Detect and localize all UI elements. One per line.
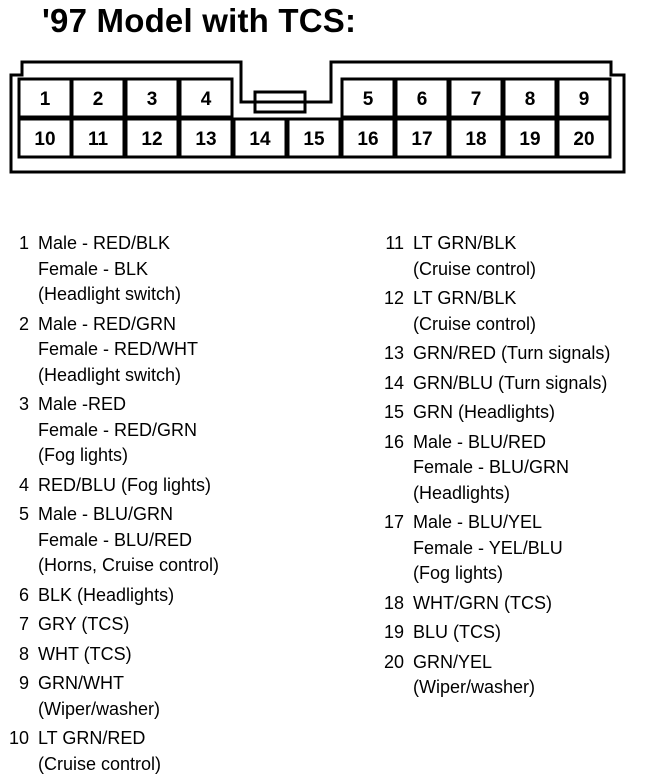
pin-11-label: 11: [87, 129, 109, 150]
legend-wire-text: (Headlight switch): [38, 364, 182, 385]
legend-wire-text: (Fog lights): [413, 563, 504, 583]
legend-pin-number: 14: [383, 372, 404, 393]
legend-wire-text: (Cruise control): [413, 313, 537, 334]
legend-wire-text: WHT (TCS): [38, 643, 132, 664]
legend-wire-text: GRN/BLU (Turn signals): [413, 372, 608, 393]
legend-wire-text: (Fog lights): [38, 445, 129, 465]
pin-9-label: 9: [578, 89, 590, 110]
legend-entry-15: [366, 400, 610, 426]
legend-wire-text: (Headlight switch): [38, 284, 182, 304]
legend-wire-text: GRN/WHT: [38, 673, 124, 693]
legend-entry-8: [0, 642, 219, 668]
legend-entry-3: [0, 392, 219, 469]
legend-pin-number: 1: [18, 233, 29, 253]
legend-entry-14: [366, 371, 610, 397]
legend-pin-number: 7: [18, 614, 29, 634]
legend-pin-number: 2: [18, 313, 29, 334]
legend-wire-text: Female - BLU/RED: [38, 529, 193, 550]
legend-wire-text: WHT/GRN (TCS): [413, 592, 552, 613]
legend-wire-text: (Cruise control): [413, 258, 537, 279]
legend-wire-text: BLK (Headlights): [38, 584, 175, 605]
legend-pin-number: 5: [18, 504, 29, 524]
pin-17-label: 17: [411, 129, 433, 150]
legend-wire-text: (Headlights): [413, 482, 511, 503]
legend-entry-16: [366, 430, 610, 507]
pin-5-label: 5: [362, 89, 374, 110]
legend-wire-text: RED/BLU (Fog lights): [38, 474, 212, 495]
legend-entry-2: [0, 312, 219, 389]
legend-entry-9: [0, 671, 219, 722]
legend-entry-10: [0, 726, 219, 777]
legend-wire-text: GRY (TCS): [38, 614, 130, 634]
legend-entry-20: [366, 650, 610, 701]
legend-pin-number: 20: [383, 651, 404, 672]
pin-6-label: 6: [416, 89, 428, 110]
legend-entry-6: [0, 583, 219, 609]
legend-wire-text: Female - RED/WHT: [38, 339, 199, 359]
legend-wire-text: Male -RED: [38, 394, 127, 414]
legend-entry-19: [366, 620, 610, 646]
connector-diagram: [0, 0, 672, 200]
legend-entry-1: [0, 231, 219, 308]
legend-wire-text: Female - YEL/BLU: [413, 537, 563, 558]
legend-wire-text: Male - BLU/YEL: [413, 512, 543, 532]
legend-pin-number: 4: [18, 474, 29, 495]
legend-pin-number: 12: [383, 288, 404, 308]
legend-wire-text: (Wiper/washer): [38, 698, 161, 719]
legend-entry-12: [366, 286, 610, 337]
legend-wire-text: (Cruise control): [38, 753, 162, 774]
legend-wire-text: GRN (Headlights): [413, 402, 556, 422]
legend-right-column: [366, 231, 610, 705]
legend-wire-text: Male - BLU/GRN: [38, 504, 174, 524]
legend-wire-text: Female - BLU/GRN: [413, 457, 570, 477]
legend-pin-number: 11: [385, 233, 404, 253]
legend-pin-number: 18: [383, 592, 404, 613]
legend-pin-number: 6: [18, 584, 29, 605]
pin-18-label: 18: [465, 129, 487, 150]
page-title: '97 Model with TCS:: [42, 2, 357, 39]
pin-13-label: 13: [195, 129, 217, 150]
legend-entry-4: [0, 473, 219, 499]
pin-2-label: 2: [92, 89, 104, 110]
legend-entry-11: [366, 231, 610, 282]
legend-pin-number: 15: [383, 402, 404, 422]
legend-wire-text: (Wiper/washer): [413, 677, 536, 697]
legend-pin-number: 16: [383, 431, 404, 452]
pin-12-label: 12: [141, 129, 163, 150]
legend-wire-text: Male - RED/BLK: [38, 233, 171, 253]
legend-wire-text: Female - RED/GRN: [38, 419, 198, 440]
pin-8-label: 8: [524, 89, 536, 110]
legend-wire-text: (Horns, Cruise control): [38, 555, 220, 575]
pin-1-label: 1: [39, 89, 51, 110]
legend-pin-number: 8: [18, 643, 29, 664]
pin-14-label: 14: [249, 129, 271, 150]
pin-15-label: 15: [303, 129, 325, 150]
legend-wire-text: Male - RED/GRN: [38, 313, 177, 334]
legend-entry-5: [0, 502, 219, 579]
legend-pin-number: 9: [18, 673, 29, 693]
legend-left-column: [0, 231, 219, 781]
legend-entry-7: [0, 612, 219, 638]
legend-wire-text: LT GRN/RED: [38, 728, 146, 748]
legend-wire-text: LT GRN/BLK: [413, 288, 517, 308]
pin-20-label: 20: [573, 129, 595, 150]
legend-wire-text: Male - BLU/RED: [413, 431, 547, 452]
legend-wire-text: GRN/RED (Turn signals): [413, 343, 611, 363]
legend-wire-text: BLU (TCS): [413, 622, 502, 642]
pin-4-label: 4: [200, 89, 212, 110]
legend-entry-13: [366, 341, 610, 367]
pin-3-label: 3: [146, 89, 158, 110]
legend-pin-number: 13: [383, 343, 404, 363]
legend-pin-number: 17: [383, 512, 404, 532]
legend-wire-text: GRN/YEL: [413, 651, 493, 672]
pin-10-label: 10: [34, 129, 56, 150]
pin-19-label: 19: [519, 129, 541, 150]
legend-pin-number: 3: [18, 394, 29, 414]
legend-pin-number: 19: [383, 622, 404, 642]
legend-pin-number: 10: [8, 728, 29, 748]
legend-entry-17: [366, 510, 610, 587]
legend-wire-text: LT GRN/BLK: [413, 233, 517, 253]
pin-7-label: 7: [470, 89, 482, 110]
legend-wire-text: Female - BLK: [38, 258, 149, 279]
pin-16-label: 16: [357, 129, 379, 150]
legend-entry-18: [366, 591, 610, 617]
